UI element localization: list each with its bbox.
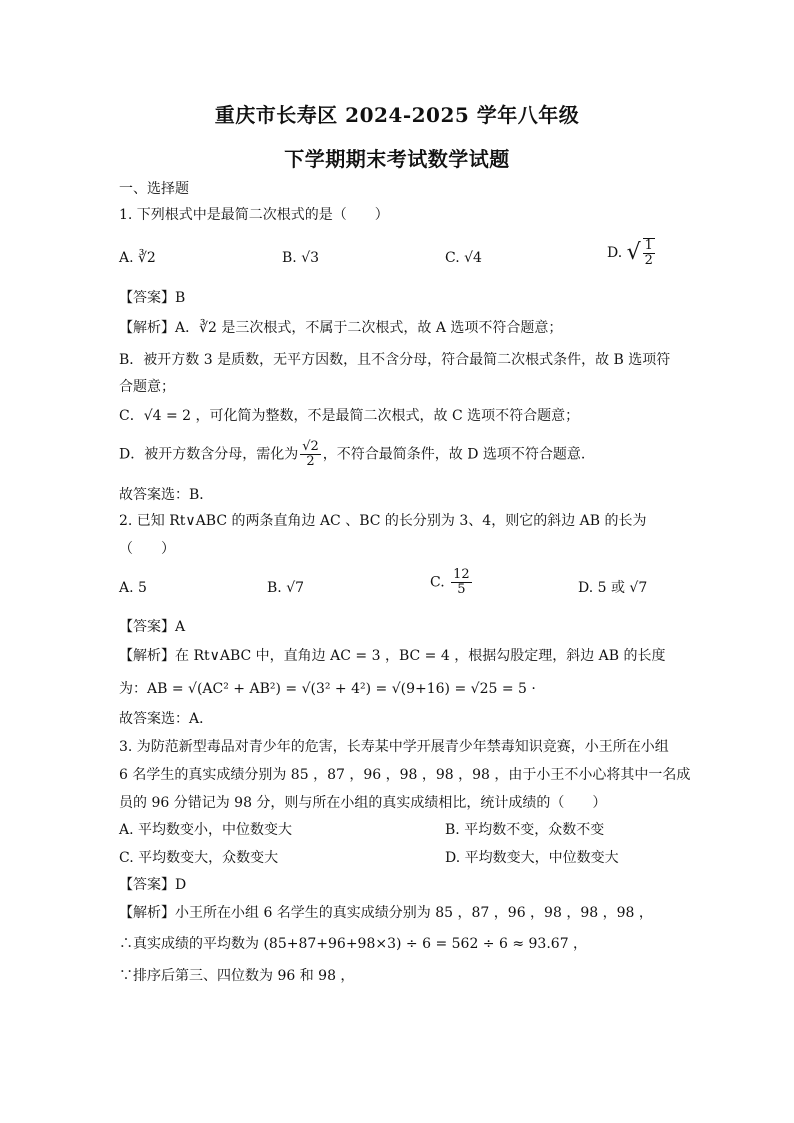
q2-option-a: A. 5 xyxy=(119,580,147,596)
q2-conclusion: 故答案选：A． xyxy=(119,711,214,727)
section-heading: 一、选择题 xyxy=(119,181,189,197)
q1-option-d-label: D. xyxy=(607,245,623,261)
q2-option-d: D. 5 或 √7 xyxy=(578,580,648,596)
q1-option-d xyxy=(607,238,657,268)
q3-stem-line1: 3. 为防范新型毒品对青少年的危害，长寿某中学开展青少年禁毒知识竞赛，小王所在小组 xyxy=(119,739,669,755)
q3-option-a: A. 平均数变小，中位数变大 xyxy=(119,822,293,838)
q1-analysis-line3: 合题意； xyxy=(119,379,175,395)
q2-option-b: B. √7 xyxy=(267,580,305,596)
q3-option-d: D. 平均数变大，中位数变大 xyxy=(445,850,619,866)
q1-analysis-line5-tail: ，不符合最简条件，故 D 选项不符合题意. xyxy=(322,446,586,463)
q2-answer: 【答案】A xyxy=(119,619,186,635)
q1-analysis-fraction xyxy=(300,440,321,469)
q3-analysis-line3: ∵排序后第三、四位数为 96 和 98 ， xyxy=(119,968,355,984)
q1-analysis-line5 xyxy=(119,440,679,469)
sqrt-symbol-icon: √ xyxy=(626,240,641,265)
q3-option-c: C. 平均数变大，众数变大 xyxy=(119,850,279,866)
page-title-line1: 重庆市长寿区 2024-2025 学年八年级 xyxy=(214,103,580,127)
q3-analysis-line2: ∴真实成绩的平均数为 (85+87+96+98×3) ÷ 6 = 562 ÷ 6 ≈ 93.67 ， xyxy=(119,936,588,952)
q3-answer: 【答案】D xyxy=(119,877,187,893)
fraction-numerator: √2 xyxy=(302,439,319,454)
q1-option-a: A. ∛2 xyxy=(119,250,156,266)
q2-option-c-label: C. xyxy=(430,574,445,591)
q3-stem-line3: 员的 96 分错记为 98 分，则与所在小组的真实成绩相比，统计成绩的（ ） xyxy=(119,795,607,811)
q2-analysis-line2: 为：AB = √(AC² + AB²) = √(3² + 4²) = √(9+16) = √25 = 5 · xyxy=(119,681,536,697)
fraction-denominator: 5 xyxy=(457,582,466,597)
q1-analysis-line4: C．√4 = 2 ，可化简为整数，不是最简二次根式，故 C 选项不符合题意； xyxy=(119,408,580,424)
page-title-line2: 下学期期末考试数学试题 xyxy=(284,147,510,171)
q3-analysis-line1: 【解析】小王所在小组 6 名学生的真实成绩分别为 85 ，87 ，96 ，98 ，98 ，98 ， xyxy=(119,905,653,921)
q2-stem-line1: 2. 已知 Rt∨ABC 的两条直角边 AC 、BC 的长分别为 3、4，则它的斜边 AB 的长为 xyxy=(119,513,647,529)
q1-analysis-line1: 【解析】A．∛2 是三次根式，不属于二次根式，故 A 选项不符合题意； xyxy=(119,320,563,336)
q2-analysis-line1: 【解析】在 Rt∨ABC 中，直角边 AC = 3 ，BC = 4 ，根据勾股定理，斜边 AB 的长度 xyxy=(119,648,666,664)
q1-analysis-line5-text: D．被开方数含分母，需化为 xyxy=(119,446,299,463)
q1-stem: 1. 下列根式中是最简二次根式的是（ ） xyxy=(119,207,389,223)
q3-option-b: B. 平均数不变，众数不变 xyxy=(445,822,605,838)
fraction-numerator: 12 xyxy=(453,567,470,582)
fraction-denominator: 2 xyxy=(644,253,653,268)
fraction-denominator: 2 xyxy=(306,454,315,469)
q1-option-c: C. √4 xyxy=(445,250,482,266)
q1-option-d-fraction xyxy=(643,238,655,268)
q1-answer: 【答案】B xyxy=(119,290,186,306)
q2-option-c xyxy=(430,568,474,597)
q2-stem-line2: （ ） xyxy=(119,541,175,557)
q3-stem-line2: 6 名学生的真实成绩分别为 85 ，87 ，96 ，98 ，98 ，98 ，由于小王不小心将其中一名成 xyxy=(119,767,691,783)
q2-option-c-fraction xyxy=(451,568,472,597)
q1-analysis-line2: B．被开方数 3 是质数，无平方因数，且不含分母，符合最简二次根式条件，故 B 选项符 xyxy=(119,352,671,368)
fraction-numerator: 1 xyxy=(644,238,653,253)
q1-conclusion: 故答案选：B． xyxy=(119,487,214,503)
q1-option-b: B. √3 xyxy=(282,250,320,266)
